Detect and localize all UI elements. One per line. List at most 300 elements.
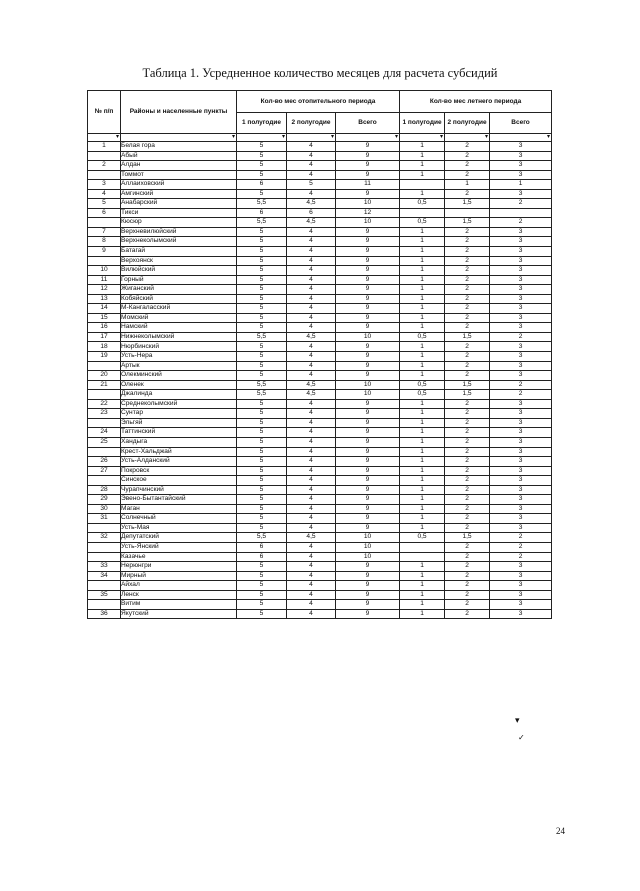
row-number: 13 [88, 294, 121, 304]
summer-h1: 1 [400, 457, 445, 467]
heating-h2: 4 [287, 371, 336, 381]
heating-h2: 4 [287, 237, 336, 247]
table-row [88, 247, 552, 257]
summer-h1 [400, 542, 445, 552]
summer-total: 3 [490, 275, 552, 285]
filter-cell[interactable] [237, 134, 287, 142]
summer-h1: 1 [400, 161, 445, 171]
heating-h2: 4 [287, 285, 336, 295]
heating-h1: 5,5 [237, 218, 287, 228]
filter-cell[interactable] [287, 134, 336, 142]
table-row [88, 237, 552, 247]
heating-h1: 5 [237, 590, 287, 600]
table-row [88, 609, 552, 619]
summer-h1: 1 [400, 352, 445, 362]
heating-total: 9 [336, 361, 400, 371]
summer-total: 3 [490, 361, 552, 371]
heating-h1: 5 [237, 409, 287, 419]
district-name: Абый [121, 151, 237, 161]
table-title: Таблица 1. Усредненное количество месяцев для расчета субсидий [142, 66, 498, 80]
summer-h1: 1 [400, 485, 445, 495]
district-name: Эльгяй [121, 418, 237, 428]
table-row [88, 361, 552, 371]
row-number: 1 [88, 142, 121, 152]
summer-h1: 1 [400, 151, 445, 161]
table-row [88, 323, 552, 333]
heating-h1: 5 [237, 447, 287, 457]
heating-h2: 4,5 [287, 533, 336, 543]
row-number: 36 [88, 609, 121, 619]
summer-h1: 1 [400, 562, 445, 572]
row-number: 29 [88, 495, 121, 505]
table-row [88, 380, 552, 390]
summer-h1: 0,5 [400, 199, 445, 209]
summer-h2: 2 [445, 342, 490, 352]
heating-h2: 4 [287, 457, 336, 467]
dropdown-arrow-icon[interactable]: ▾ [395, 134, 399, 140]
summer-h1: 0,5 [400, 390, 445, 400]
district-name: Синское [121, 476, 237, 486]
summer-h1: 1 [400, 313, 445, 323]
summer-h1: 1 [400, 342, 445, 352]
heating-h2: 4 [287, 562, 336, 572]
summer-h1: 1 [400, 371, 445, 381]
heating-total: 9 [336, 151, 400, 161]
district-name: Кюсюр [121, 218, 237, 228]
table-row [88, 332, 552, 342]
heating-total: 9 [336, 275, 400, 285]
summer-total: 2 [490, 218, 552, 228]
summer-total: 3 [490, 466, 552, 476]
district-name: Нерюнгри [121, 562, 237, 572]
summer-total: 3 [490, 495, 552, 505]
summer-h2: 2 [445, 352, 490, 362]
heating-total: 9 [336, 609, 400, 619]
summer-h1: 1 [400, 142, 445, 152]
summer-h2: 1,5 [445, 218, 490, 228]
summer-h1: 1 [400, 523, 445, 533]
district-name: Кобяйский [121, 294, 237, 304]
district-name: Солнечный [121, 514, 237, 524]
table-row [88, 542, 552, 552]
district-name: Верхневилюйский [121, 227, 237, 237]
heating-h1: 5 [237, 571, 287, 581]
summer-h1 [400, 180, 445, 190]
row-number [88, 170, 121, 180]
summer-total: 3 [490, 428, 552, 438]
summer-total: 2 [490, 542, 552, 552]
summer-h2: 1 [445, 180, 490, 190]
district-name: Крест-Хальджай [121, 447, 237, 457]
heating-h2: 5 [287, 180, 336, 190]
table-row [88, 180, 552, 190]
summer-h2: 2 [445, 237, 490, 247]
heating-h2: 4 [287, 294, 336, 304]
table-row [88, 151, 552, 161]
district-name: Алдан [121, 161, 237, 171]
dropdown-arrow-icon[interactable]: ▾ [547, 134, 551, 140]
table-row [88, 466, 552, 476]
row-number [88, 256, 121, 266]
summer-h2 [445, 208, 490, 218]
heating-h1: 5 [237, 342, 287, 352]
table-row [88, 199, 552, 209]
table-row [88, 399, 552, 409]
dropdown-arrow-icon[interactable]: ▾ [115, 134, 119, 140]
table-row [88, 495, 552, 505]
summer-h2: 2 [445, 418, 490, 428]
summer-h1: 1 [400, 304, 445, 314]
summer-h2: 2 [445, 256, 490, 266]
heating-h2: 4 [287, 609, 336, 619]
table-row [88, 600, 552, 610]
filter-cell[interactable] [490, 134, 552, 142]
heating-h2: 4 [287, 590, 336, 600]
summer-h2: 2 [445, 285, 490, 295]
heating-h1: 5 [237, 151, 287, 161]
summer-h2: 1,5 [445, 533, 490, 543]
header-heating-total: Всего [336, 113, 400, 134]
table-row [88, 285, 552, 295]
heating-h2: 4,5 [287, 390, 336, 400]
heating-h1: 5 [237, 313, 287, 323]
filter-cell[interactable] [88, 134, 121, 142]
heating-h2: 4 [287, 409, 336, 419]
heating-h2: 4 [287, 476, 336, 486]
dropdown-arrow-icon[interactable]: ▾ [281, 134, 285, 140]
summer-total: 3 [490, 609, 552, 619]
table-row [88, 523, 552, 533]
summer-total: 3 [490, 418, 552, 428]
row-number: 25 [88, 437, 121, 447]
table-row [88, 218, 552, 228]
district-name: Жиганский [121, 285, 237, 295]
summer-h1: 1 [400, 571, 445, 581]
heating-total: 9 [336, 562, 400, 572]
table-row [88, 161, 552, 171]
heating-h1: 5 [237, 504, 287, 514]
heating-h1: 5 [237, 323, 287, 333]
summer-total: 3 [490, 437, 552, 447]
summer-total: 3 [490, 485, 552, 495]
summer-h2: 2 [445, 495, 490, 505]
table-row [88, 581, 552, 591]
table-row [88, 514, 552, 524]
district-name: Чурапчинский [121, 485, 237, 495]
district-name: Джалинда [121, 390, 237, 400]
table-row [88, 266, 552, 276]
summer-total: 3 [490, 237, 552, 247]
heating-h2: 4,5 [287, 199, 336, 209]
subsidy-months-table [87, 90, 552, 619]
heating-h2: 4 [287, 437, 336, 447]
table-row [88, 142, 552, 152]
table-row [88, 428, 552, 438]
heating-h2: 4 [287, 523, 336, 533]
summer-total: 2 [490, 199, 552, 209]
heating-h2: 4 [287, 247, 336, 257]
heating-h2: 4 [287, 447, 336, 457]
heating-total: 9 [336, 504, 400, 514]
summer-h1: 1 [400, 323, 445, 333]
heating-total: 9 [336, 161, 400, 171]
heating-total: 9 [336, 466, 400, 476]
row-number: 12 [88, 285, 121, 295]
summer-h1: 1 [400, 418, 445, 428]
summer-h2: 2 [445, 371, 490, 381]
heating-h2: 4,5 [287, 218, 336, 228]
summer-total: 3 [490, 227, 552, 237]
row-number: 21 [88, 380, 121, 390]
heating-h1: 5 [237, 227, 287, 237]
table-row [88, 457, 552, 467]
summer-h1: 1 [400, 466, 445, 476]
filter-cell[interactable] [121, 134, 237, 142]
summer-h2: 2 [445, 552, 490, 562]
summer-total: 3 [490, 571, 552, 581]
row-number: 24 [88, 428, 121, 438]
summer-h1: 1 [400, 447, 445, 457]
summer-total: 3 [490, 504, 552, 514]
heating-h1: 5,5 [237, 199, 287, 209]
heating-total: 9 [336, 294, 400, 304]
district-name: Эвено-Бытантайский [121, 495, 237, 505]
summer-h2: 2 [445, 562, 490, 572]
heating-h1: 5 [237, 170, 287, 180]
row-number: 23 [88, 409, 121, 419]
heating-total: 10 [336, 332, 400, 342]
district-name: Маган [121, 504, 237, 514]
heating-h2: 4 [287, 552, 336, 562]
heating-total: 10 [336, 218, 400, 228]
row-number: 2 [88, 161, 121, 171]
district-name: Айхал [121, 581, 237, 591]
summer-h2: 2 [445, 170, 490, 180]
summer-h2: 2 [445, 428, 490, 438]
summer-h2: 2 [445, 361, 490, 371]
heating-total: 9 [336, 227, 400, 237]
heating-h2: 4 [287, 399, 336, 409]
summer-h2: 2 [445, 399, 490, 409]
heating-total: 9 [336, 590, 400, 600]
row-number: 6 [88, 208, 121, 218]
summer-h1: 0,5 [400, 380, 445, 390]
heating-total: 10 [336, 533, 400, 543]
dropdown-arrow-icon[interactable]: ▾ [485, 134, 489, 140]
table-row [88, 208, 552, 218]
heating-total: 10 [336, 542, 400, 552]
summer-h1: 1 [400, 476, 445, 486]
summer-h2: 1,5 [445, 199, 490, 209]
heating-total: 9 [336, 256, 400, 266]
table-row [88, 189, 552, 199]
summer-total: 2 [490, 390, 552, 400]
row-number: 35 [88, 590, 121, 600]
district-name: Оленек [121, 380, 237, 390]
row-number [88, 600, 121, 610]
summer-h2: 2 [445, 457, 490, 467]
row-number [88, 390, 121, 400]
heating-h2: 4 [287, 361, 336, 371]
heating-total: 9 [336, 170, 400, 180]
summer-h2: 2 [445, 409, 490, 419]
heating-h1: 5 [237, 466, 287, 476]
row-number: 17 [88, 332, 121, 342]
heating-h2: 4 [287, 571, 336, 581]
heating-h2: 4 [287, 170, 336, 180]
summer-h2: 1,5 [445, 380, 490, 390]
summer-total: 3 [490, 170, 552, 180]
summer-h2: 2 [445, 514, 490, 524]
row-number [88, 542, 121, 552]
summer-h2: 2 [445, 581, 490, 591]
heating-h1: 6 [237, 542, 287, 552]
row-number [88, 361, 121, 371]
district-name: Момский [121, 313, 237, 323]
summer-h1: 1 [400, 227, 445, 237]
summer-total: 3 [490, 600, 552, 610]
district-name: Таттинский [121, 428, 237, 438]
heating-total: 11 [336, 180, 400, 190]
heating-total: 9 [336, 304, 400, 314]
heating-h1: 5 [237, 237, 287, 247]
summer-total: 3 [490, 323, 552, 333]
heating-total: 9 [336, 323, 400, 333]
heating-total: 9 [336, 342, 400, 352]
heating-h1: 5 [237, 189, 287, 199]
summer-h2: 2 [445, 294, 490, 304]
row-number [88, 552, 121, 562]
heating-h1: 5 [237, 266, 287, 276]
summer-total: 3 [490, 399, 552, 409]
heating-h2: 4 [287, 542, 336, 552]
district-name: Усть-Мая [121, 523, 237, 533]
row-number: 33 [88, 562, 121, 572]
summer-total: 2 [490, 380, 552, 390]
heating-total: 9 [336, 581, 400, 591]
table-row [88, 352, 552, 362]
heating-h2: 6 [287, 208, 336, 218]
heating-h1: 5 [237, 609, 287, 619]
row-number: 14 [88, 304, 121, 314]
table-row [88, 533, 552, 543]
row-number [88, 418, 121, 428]
summer-h1: 1 [400, 256, 445, 266]
district-name: Нюрбинский [121, 342, 237, 352]
summer-h2: 2 [445, 266, 490, 276]
heating-h2: 4 [287, 418, 336, 428]
table-row [88, 256, 552, 266]
heating-total: 9 [336, 189, 400, 199]
dropdown-arrow-icon[interactable]: ▾ [440, 134, 444, 140]
heating-h1: 5 [237, 437, 287, 447]
row-number: 22 [88, 399, 121, 409]
heating-total: 10 [336, 380, 400, 390]
summer-total: 3 [490, 294, 552, 304]
row-number [88, 581, 121, 591]
summer-total: 3 [490, 562, 552, 572]
row-number [88, 476, 121, 486]
district-name: Верхнеколымский [121, 237, 237, 247]
heating-h1: 5 [237, 142, 287, 152]
summer-h1: 1 [400, 437, 445, 447]
filter-cell[interactable] [445, 134, 490, 142]
summer-total: 3 [490, 266, 552, 276]
district-name: Аллаиховский [121, 180, 237, 190]
summer-total: 3 [490, 523, 552, 533]
summer-h1: 1 [400, 294, 445, 304]
heating-h2: 4 [287, 495, 336, 505]
heating-h1: 5 [237, 485, 287, 495]
district-name: Батагай [121, 247, 237, 257]
filter-cell[interactable] [400, 134, 445, 142]
heating-h2: 4 [287, 485, 336, 495]
heating-h1: 5,5 [237, 380, 287, 390]
heating-h1: 5 [237, 294, 287, 304]
summer-h1: 1 [400, 247, 445, 257]
header-district: Районы и населенные пункты [121, 91, 237, 134]
heating-total: 9 [336, 437, 400, 447]
district-name: Усть-Нера [121, 352, 237, 362]
heating-h1: 5 [237, 523, 287, 533]
row-number: 9 [88, 247, 121, 257]
page-number: 24 [556, 826, 565, 836]
dropdown-arrow-icon[interactable]: ▾ [330, 134, 334, 140]
table-row [88, 504, 552, 514]
dropdown-arrow-icon[interactable]: ▾ [231, 134, 235, 140]
row-number: 4 [88, 189, 121, 199]
table-row [88, 371, 552, 381]
heating-h1: 5 [237, 371, 287, 381]
district-name: Усть-Алданский [121, 457, 237, 467]
heating-total: 9 [336, 237, 400, 247]
district-name: Амгинский [121, 189, 237, 199]
district-name: Казачье [121, 552, 237, 562]
heating-h1: 5 [237, 352, 287, 362]
summer-h2: 2 [445, 142, 490, 152]
heating-total: 9 [336, 514, 400, 524]
heating-h1: 6 [237, 180, 287, 190]
heating-h2: 4 [287, 514, 336, 524]
heating-h1: 5 [237, 275, 287, 285]
filter-cell[interactable] [336, 134, 400, 142]
summer-total: 3 [490, 247, 552, 257]
summer-total: 3 [490, 304, 552, 314]
heating-h1: 5 [237, 247, 287, 257]
heating-total: 9 [336, 399, 400, 409]
heating-h2: 4 [287, 342, 336, 352]
heating-h2: 4 [287, 151, 336, 161]
heating-total: 9 [336, 457, 400, 467]
row-number [88, 523, 121, 533]
district-name: Якутский [121, 609, 237, 619]
district-name: Покровск [121, 466, 237, 476]
district-name: Витим [121, 600, 237, 610]
summer-h1: 1 [400, 590, 445, 600]
heating-h2: 4 [287, 428, 336, 438]
row-number: 5 [88, 199, 121, 209]
summer-total: 3 [490, 352, 552, 362]
header-heating-group: Кол-во мес отопительного периода [237, 91, 400, 113]
heating-h1: 5 [237, 399, 287, 409]
row-number: 20 [88, 371, 121, 381]
summer-h2: 2 [445, 227, 490, 237]
table-row [88, 342, 552, 352]
heating-h1: 5,5 [237, 332, 287, 342]
district-name: Мирный [121, 571, 237, 581]
heating-h2: 4 [287, 161, 336, 171]
table-row [88, 437, 552, 447]
